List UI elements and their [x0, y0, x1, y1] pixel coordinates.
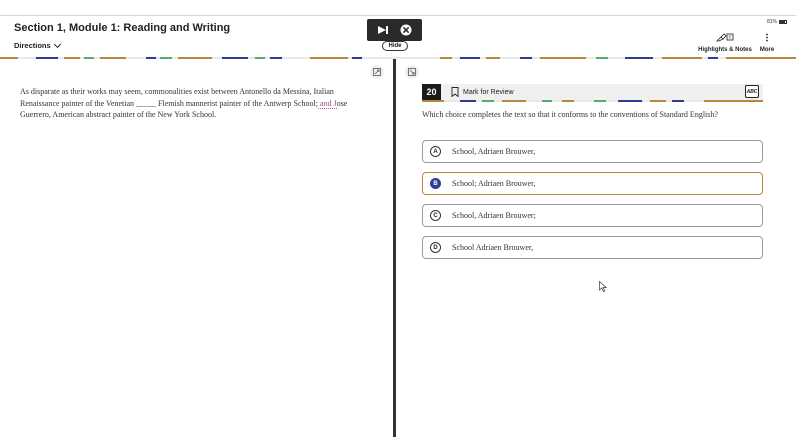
- battery-icon: [779, 20, 787, 24]
- choice-text: School, Adriaen Brouwer;: [452, 211, 536, 220]
- highlights-notes-label: Highlights & Notes: [698, 47, 752, 53]
- choice-letter: D: [430, 242, 441, 253]
- expand-passage-button[interactable]: [370, 65, 384, 79]
- question-number: 20: [422, 84, 441, 100]
- choice-letter: C: [430, 210, 441, 221]
- passage-text: [20, 86, 370, 121]
- battery-text: 81%: [767, 19, 778, 25]
- choice-c[interactable]: [422, 204, 763, 227]
- chevron-down-icon: [54, 40, 61, 47]
- hide-timer-button[interactable]: Hide: [382, 41, 408, 51]
- more-vertical-icon: [765, 33, 769, 42]
- question-prompt: Which choice completes the text so that it conforms to the conventions of Standard English?: [422, 110, 718, 119]
- choice-text: School, Adriaen Brouwer,: [452, 147, 536, 156]
- mark-for-review-button[interactable]: [451, 87, 514, 97]
- highlighter-note-icon: [716, 33, 734, 42]
- top-border: [0, 15, 796, 16]
- passage-highlight[interactable]: and J: [318, 98, 337, 108]
- close-circle-icon[interactable]: [400, 24, 412, 36]
- header-dashed-divider: [0, 57, 796, 59]
- more-button[interactable]: [758, 29, 776, 53]
- choice-d[interactable]: [422, 236, 763, 259]
- choice-a[interactable]: [422, 140, 763, 163]
- answer-eliminator-button[interactable]: ABC: [745, 85, 759, 98]
- battery-indicator: [767, 19, 787, 25]
- timer-play-icon: [377, 25, 389, 35]
- choice-text: School; Adriaen Brouwer,: [452, 179, 536, 188]
- expand-question-button[interactable]: [405, 65, 419, 79]
- choice-b[interactable]: [422, 172, 763, 195]
- passage-text-before: As disparate as their works may seem, commonalities exist between Antonello da Messina, Italian Renaissance painter of the Venetian _____ Flemish mannerist painter of the Antwerp School;: [20, 87, 334, 108]
- passage-text-after: ose Guerrero, American abstract painter of the New York School.: [20, 98, 348, 119]
- bookmark-icon: [451, 87, 459, 97]
- timer-panel: [367, 19, 422, 41]
- choice-letter: B: [430, 178, 441, 189]
- directions-toggle[interactable]: [14, 41, 60, 50]
- mark-for-review-label: Mark for Review: [463, 88, 514, 96]
- question-dashed-divider: [422, 100, 763, 102]
- directions-label: Directions: [14, 41, 51, 50]
- highlights-notes-button[interactable]: [698, 29, 752, 53]
- question-header-bar: [422, 84, 763, 100]
- expand-icon: [373, 68, 381, 76]
- choice-letter: A: [430, 146, 441, 157]
- choice-text: School Adriaen Brouwer,: [452, 243, 534, 252]
- mouse-cursor-icon: [599, 281, 607, 292]
- section-title: Section 1, Module 1: Reading and Writing: [14, 22, 231, 34]
- more-label: More: [759, 47, 775, 53]
- collapse-icon: [408, 68, 416, 76]
- pane-divider[interactable]: [393, 59, 396, 437]
